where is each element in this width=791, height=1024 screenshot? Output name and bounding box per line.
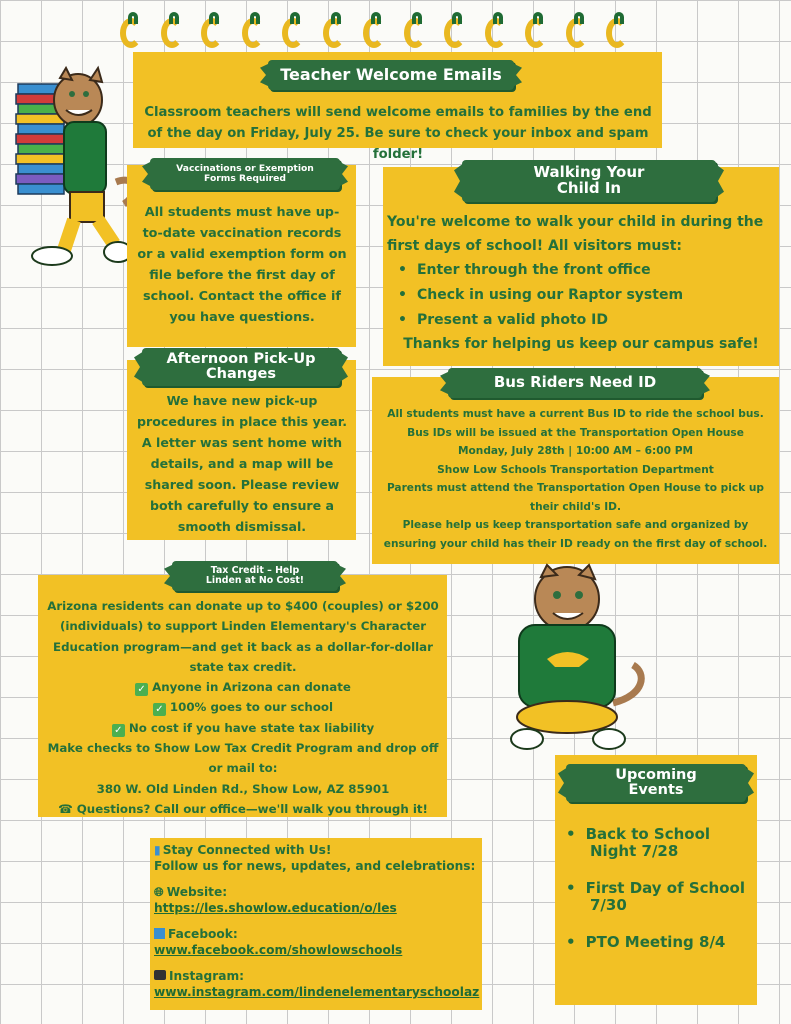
- tax-credit-title: Tax Credit – Help Linden at No Cost!: [172, 561, 338, 591]
- ring-icon: [442, 10, 469, 50]
- ring-icon: [523, 10, 550, 50]
- events-title: Upcoming Events: [566, 764, 746, 802]
- vaccinations-body: All students must have up-to-date vaccination records or a valid exemption form on file before the first day of school. Contact the office if you have questions.: [137, 205, 347, 325]
- bus-title: Bus Riders Need ID: [448, 368, 702, 398]
- camera-icon: [154, 970, 166, 980]
- bus-line: Bus IDs will be issued at the Transportation Open House: [407, 426, 744, 439]
- spiral-binding: [118, 10, 678, 50]
- ring-icon: [118, 10, 145, 50]
- website-link[interactable]: https://les.showlow.education/o/les: [154, 901, 397, 915]
- phone-icon: ▮: [154, 843, 161, 857]
- pickup-title: Afternoon Pick-Up Changes: [142, 348, 340, 386]
- checkmark-icon: ✓: [153, 703, 166, 716]
- bus-line: Show Low Schools Transportation Department: [437, 463, 714, 476]
- facebook-link[interactable]: www.facebook.com/showlowschools: [154, 943, 403, 957]
- walking-bullet-list: [398, 258, 768, 333]
- tax-intro: Arizona residents can donate up to $400 (couples) or $200 (individuals) to support Linden Elementary's Character Education program—and get it back as a dollar-for-dollar state tax credit.: [47, 599, 439, 674]
- website-label: 🌐︎ Website:: [154, 885, 228, 899]
- walking-closing: Thanks for helping us keep our campus safe!: [403, 336, 759, 352]
- ring-icon: [321, 10, 348, 50]
- tax-check-item: ✓ No cost if you have state tax liability: [42, 718, 444, 738]
- ring-icon: [483, 10, 510, 50]
- ring-icon: [564, 10, 591, 50]
- ring-icon: [361, 10, 388, 50]
- list-item: • Check in using our Raptor system: [398, 283, 768, 308]
- globe-icon: 🌐︎: [154, 885, 164, 899]
- tax-check-item: ✓ Anyone in Arizona can donate: [42, 677, 444, 697]
- phone-icon: ☎: [58, 801, 73, 816]
- events-list: [566, 826, 752, 951]
- walking-title: Walking Your Child In: [462, 160, 716, 202]
- list-item: • Back to School Night 7/28: [566, 826, 752, 860]
- instagram-link[interactable]: www.instagram.com/lindenelementaryschoolaz: [154, 985, 480, 999]
- teacher-emails-body: Classroom teachers will send welcome emails to families by the end of the day on Friday, July 25. Be sure to check your inbox and spam folder!: [144, 105, 652, 162]
- list-item: • PTO Meeting 8/4: [566, 934, 752, 951]
- instagram-label: Instagram:: [154, 968, 480, 984]
- teacher-emails-title: Teacher Welcome Emails: [268, 60, 514, 90]
- ring-icon: [199, 10, 226, 50]
- tax-credit-body: [42, 596, 444, 819]
- book-icon: [154, 928, 165, 939]
- mascot-sitting-icon: [505, 563, 655, 758]
- walking-intro: You're welcome to walk your child in during the first days of school! All visitors must:: [387, 214, 764, 254]
- stay-connected-heading: ▮ Stay Connected with Us!: [154, 843, 332, 857]
- vaccinations-title: Vaccinations or Exemption Forms Required: [150, 158, 340, 190]
- checkmark-icon: ✓: [135, 683, 148, 696]
- ring-icon: [604, 10, 631, 50]
- tax-checks-line: Make checks to Show Low Tax Credit Program and drop off or mail to:: [47, 741, 439, 776]
- stay-connected-subheading: Follow us for news, updates, and celebrations:: [154, 859, 476, 873]
- checkmark-icon: ✓: [112, 724, 125, 737]
- stay-connected-body: [154, 842, 480, 1000]
- list-item: • First Day of School 7/30: [566, 880, 752, 914]
- facebook-label: Facebook:: [154, 926, 480, 942]
- ring-icon: [280, 10, 307, 50]
- pickup-body: We have new pick-up procedures in place this year. A letter was sent home with details, and a map will be shared soon. Please review both carefully to ensure a smooth dismissal.: [136, 393, 348, 534]
- bus-body: [376, 405, 775, 553]
- bus-line: Parents must attend the Transportation Open House to pick up their child's ID.: [386, 482, 765, 513]
- ring-icon: [159, 10, 186, 50]
- bus-line: Please help us keep transportation safe and organized by ensuring your child has their ID ready on the first day of school.: [383, 519, 768, 550]
- bus-line: All students must have a current Bus ID to ride the school bus.: [387, 408, 764, 420]
- list-item: • Present a valid photo ID: [398, 308, 768, 333]
- bus-line: Monday, July 28th | 10:00 AM – 6:00 PM: [457, 445, 694, 457]
- mascot-carrying-books-icon: [12, 64, 142, 274]
- tax-questions: ☎ Questions? Call our office—we'll walk you through it!: [58, 801, 428, 816]
- tax-check-item: ✓ 100% goes to our school: [42, 697, 444, 717]
- list-item: • Enter through the front office: [398, 258, 768, 283]
- ring-icon: [402, 10, 429, 50]
- ring-icon: [240, 10, 267, 50]
- tax-address: 380 W. Old Linden Rd., Show Low, AZ 85901: [96, 781, 390, 796]
